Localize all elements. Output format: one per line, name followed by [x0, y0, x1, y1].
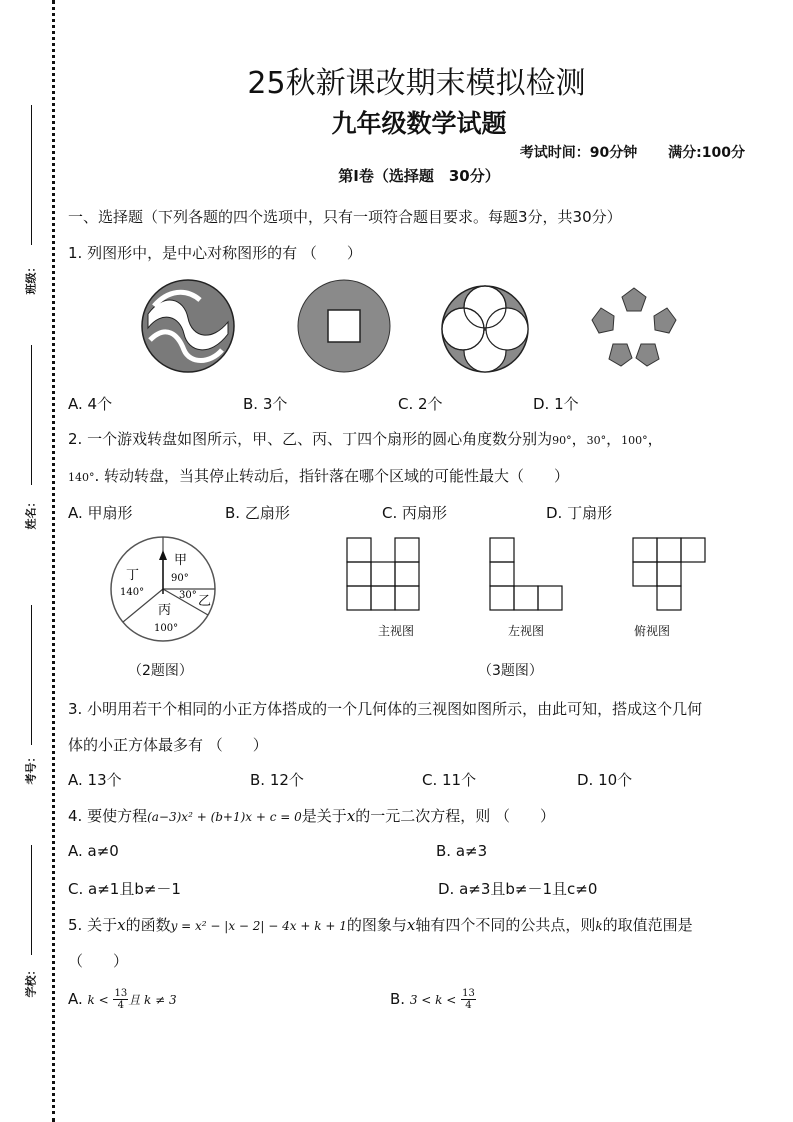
q1-figure-yin-yang [140, 278, 236, 374]
q4-stem-c: 的一元二次方程，则 （ ） [355, 807, 556, 825]
q2-spinner-figure [108, 534, 218, 644]
q2-angle-3: 100° [621, 434, 648, 447]
section-title: 第Ⅰ卷（选择题 30分） [338, 167, 500, 185]
spinner-yi: 乙 [198, 594, 212, 609]
q2-stem-line2 [68, 465, 569, 486]
q5-option-a-lead: k < [87, 993, 109, 1007]
q2-option-c: C. 丙扇形 [382, 504, 448, 522]
q5-option-b [390, 988, 476, 1011]
q5-option-b-num: 13 [462, 988, 475, 999]
q5-stem-a: 5. 关于 [68, 916, 118, 934]
q3-stem-line1: 3. 小明用若干个相同的小正方体搭成的一个几何体的三视图如图所示，由此可知，搭成这个几何 [68, 700, 703, 718]
spinner-jia: 甲 [174, 553, 188, 568]
q5-function: y = x² − |x − 2| − 4x + k + 1 [170, 919, 347, 933]
q3-front-view [346, 537, 420, 613]
q2-stem-line1: 2. 一个游戏转盘如图所示，甲、乙、丙、丁四个扇形的圆心角度数分别为90°，30°，100°， [68, 430, 663, 448]
q5-stem [68, 914, 693, 935]
school-label: 学校： [24, 964, 38, 998]
spinner-ding-deg: 140° [120, 587, 145, 598]
q3-option-a: A. 13个 [68, 771, 122, 789]
q2-caption: （2题图） [128, 663, 193, 679]
q3-left-view-label: 左视图 [508, 624, 545, 638]
q4-stem-b: 是关于 [301, 807, 347, 825]
q5-option-a-num: 13 [114, 988, 128, 999]
q1-option-a: A. 4个 [68, 395, 113, 413]
q1-figure-coin [296, 278, 392, 374]
q3-left-view [489, 537, 563, 613]
q4-stem [68, 805, 555, 826]
part1-heading: 一、选择题（下列各题的四个选项中，只有一项符合题目要求。每题3分，共30分） [68, 208, 622, 226]
q1-option-c: C. 2个 [398, 395, 443, 413]
q5-option-b-prefix: B. [390, 990, 406, 1008]
q1-option-b: B. 3个 [243, 395, 288, 413]
q1-option-d: D. 1个 [533, 395, 579, 413]
q5-stem-d: 轴有四个不同的公共点，则 [415, 916, 596, 934]
q5-var: x [117, 916, 126, 934]
spinner-bing-deg: 100° [154, 623, 179, 634]
q5-var-2: x [406, 916, 416, 934]
spinner-bing: 丙 [158, 603, 172, 618]
exam-score: 满分:100分 [668, 145, 745, 161]
q2-angle-1: 90° [552, 434, 572, 447]
exam-title: 25秋新课改期末模拟检测 [247, 66, 586, 101]
class-label: 班级： [24, 261, 38, 295]
exam-time: 考试时间：90分钟 [519, 145, 638, 161]
q2-stem-a: 2. 一个游戏转盘如图所示，甲、乙、丙、丁四个扇形的圆心角度数分别为 [68, 430, 553, 448]
exam-subtitle: 九年级数学试题 [331, 109, 507, 138]
q5-option-a-tail: 且 k ≠ 3 [128, 993, 177, 1007]
q5-option-a [68, 988, 177, 1011]
q1-figure-circles [440, 284, 530, 374]
q4-option-c: C. a≠1且b≠－1 [68, 880, 181, 898]
q4-option-a: A. a≠0 [68, 842, 119, 860]
q2-angle-4: 140° [68, 471, 95, 484]
q4-stem-a: 4. 要使方程 [68, 807, 148, 825]
id-label: 考号： [24, 751, 38, 785]
name-underline [31, 345, 32, 485]
q3-option-b: B. 12个 [250, 771, 304, 789]
q4-option-d: D. a≠3且b≠－1且c≠0 [438, 880, 598, 898]
q5-option-a-fraction [113, 988, 128, 1011]
q2-stem-b: . 转动转盘，当其停止转动后，指针落在哪个区域的可能性最大（ ） [94, 467, 570, 485]
q5-option-a-prefix: A. [68, 990, 83, 1008]
q1-figure-pentagons [588, 284, 680, 368]
q5-blank: （ ） [68, 952, 129, 970]
q3-stem-line2: 体的小正方体最多有 （ ） [68, 736, 268, 754]
q5-stem-e: 的取值范围是 [602, 916, 693, 934]
q2-angle-2: 30° [586, 434, 607, 447]
q4-option-b: B. a≠3 [436, 842, 488, 860]
q5-option-a-den: 4 [117, 1000, 125, 1011]
q3-option-c: C. 11个 [422, 771, 477, 789]
q3-option-d: D. 10个 [577, 771, 633, 789]
name-label: 姓名： [24, 496, 38, 530]
q1-stem: 1. 列图形中，是中心对称图形的有 （ ） [68, 244, 362, 262]
q5-option-b-lead: 3 < k < [409, 993, 457, 1007]
spinner-ding: 丁 [126, 568, 140, 583]
q4-var: x [346, 807, 356, 825]
q4-equation: (a−3)x² + (b+1)x + c = 0 [147, 810, 302, 824]
q5-k: k [595, 919, 603, 933]
q3-top-view-label: 俯视图 [634, 624, 671, 638]
exam-meta [494, 142, 745, 162]
q5-option-b-den: 4 [465, 1000, 472, 1011]
q2-option-d: D. 丁扇形 [546, 504, 613, 522]
school-underline [31, 845, 32, 955]
q3-caption: （3题图） [478, 663, 543, 679]
id-underline [31, 605, 32, 745]
q5-stem-c: 的图象与 [346, 916, 407, 934]
spinner-jia-deg: 90° [171, 573, 189, 584]
q2-option-a: A. 甲扇形 [68, 504, 133, 522]
q3-front-view-label: 主视图 [378, 624, 415, 638]
q5-option-b-fraction [461, 988, 476, 1011]
q2-option-b: B. 乙扇形 [225, 504, 290, 522]
q5-stem-b: 的函数 [125, 916, 171, 934]
q3-top-view [632, 537, 706, 613]
spinner-yi-deg: 30° [179, 590, 197, 601]
